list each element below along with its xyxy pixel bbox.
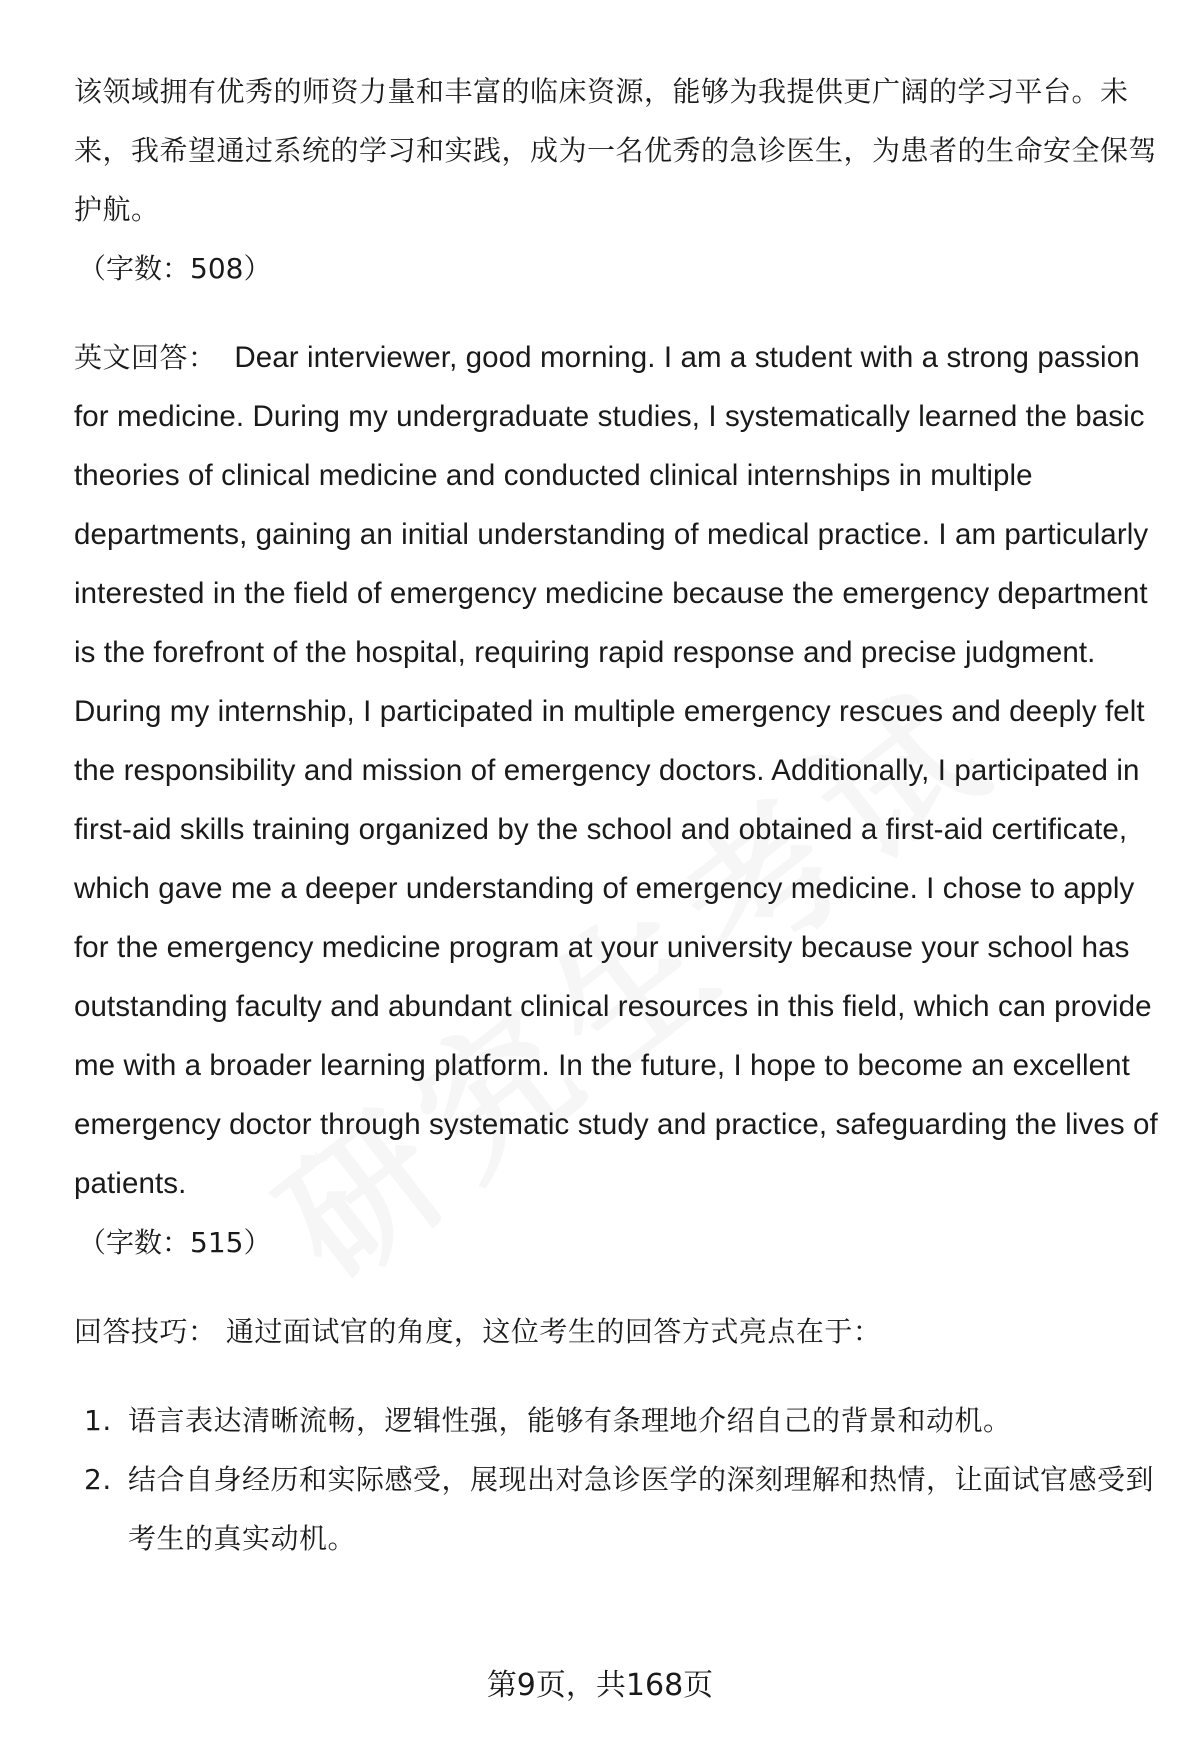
list-item — [74, 1450, 1164, 1568]
english-answer-paragraph — [74, 328, 1164, 1213]
english-answer-label: 英文回答： — [74, 341, 217, 374]
page-number-footer: 第9页，共168页 — [486, 1668, 714, 1703]
english-word-count: （字数：515） — [78, 1226, 272, 1259]
english-answer-text: Dear interviewer, good morning. I am a student with a strong passion for medicine. During my undergraduate studies, I systematically learned the basic theories of clinical medicine and conducted clinical internships in multiple departments, gaining an initial understanding of medical practice. I am particularly interested in the field of emergency medicine because the emergency department is the forefront of the hospital, requiring rapid response and precise judgment. During my internship, I participated in multiple emergency rescues and deeply felt the responsibility and mission of emergency doctors. Additionally, I participated in first-aid skills training organized by the school and obtained a first-aid certificate, which gave me a deeper understanding of emergency medicine. I chose to apply for the emergency medicine program at your university because your school has outstanding faculty and abundant clinical resources in this field, which can provide me with a broader learning platform. In the future, I hope to become an excellent emergency doctor through systematic study and practice, safeguarding the lives of patients. — [74, 341, 1158, 1200]
list-item-text: 语言表达清晰流畅，逻辑性强，能够有条理地介绍自己的背景和动机。 — [128, 1404, 1012, 1437]
tips-list — [74, 1391, 1164, 1568]
tips-heading: 回答技巧： 通过面试官的角度，这位考生的回答方式亮点在于： — [74, 1315, 882, 1348]
chinese-word-count: （字数：508） — [78, 252, 272, 285]
list-item — [74, 1391, 1164, 1450]
list-item-number: 1. — [84, 1404, 112, 1437]
spacer — [74, 298, 1164, 328]
page-content — [74, 62, 1164, 1568]
spacer — [74, 1272, 1164, 1302]
list-item-text: 结合自身经历和实际感受，展现出对急诊医学的深刻理解和热情，让面试官感受到考生的真实动机。 — [128, 1463, 1155, 1555]
spacer — [74, 1361, 1164, 1391]
chinese-answer-paragraph: 该领域拥有优秀的师资力量和丰富的临床资源，能够为我提供更广阔的学习平台。未来，我希望通过系统的学习和实践，成为一名优秀的急诊医生，为患者的生命安全保驾护航。 — [74, 75, 1158, 226]
list-item-number: 2. — [84, 1463, 112, 1496]
